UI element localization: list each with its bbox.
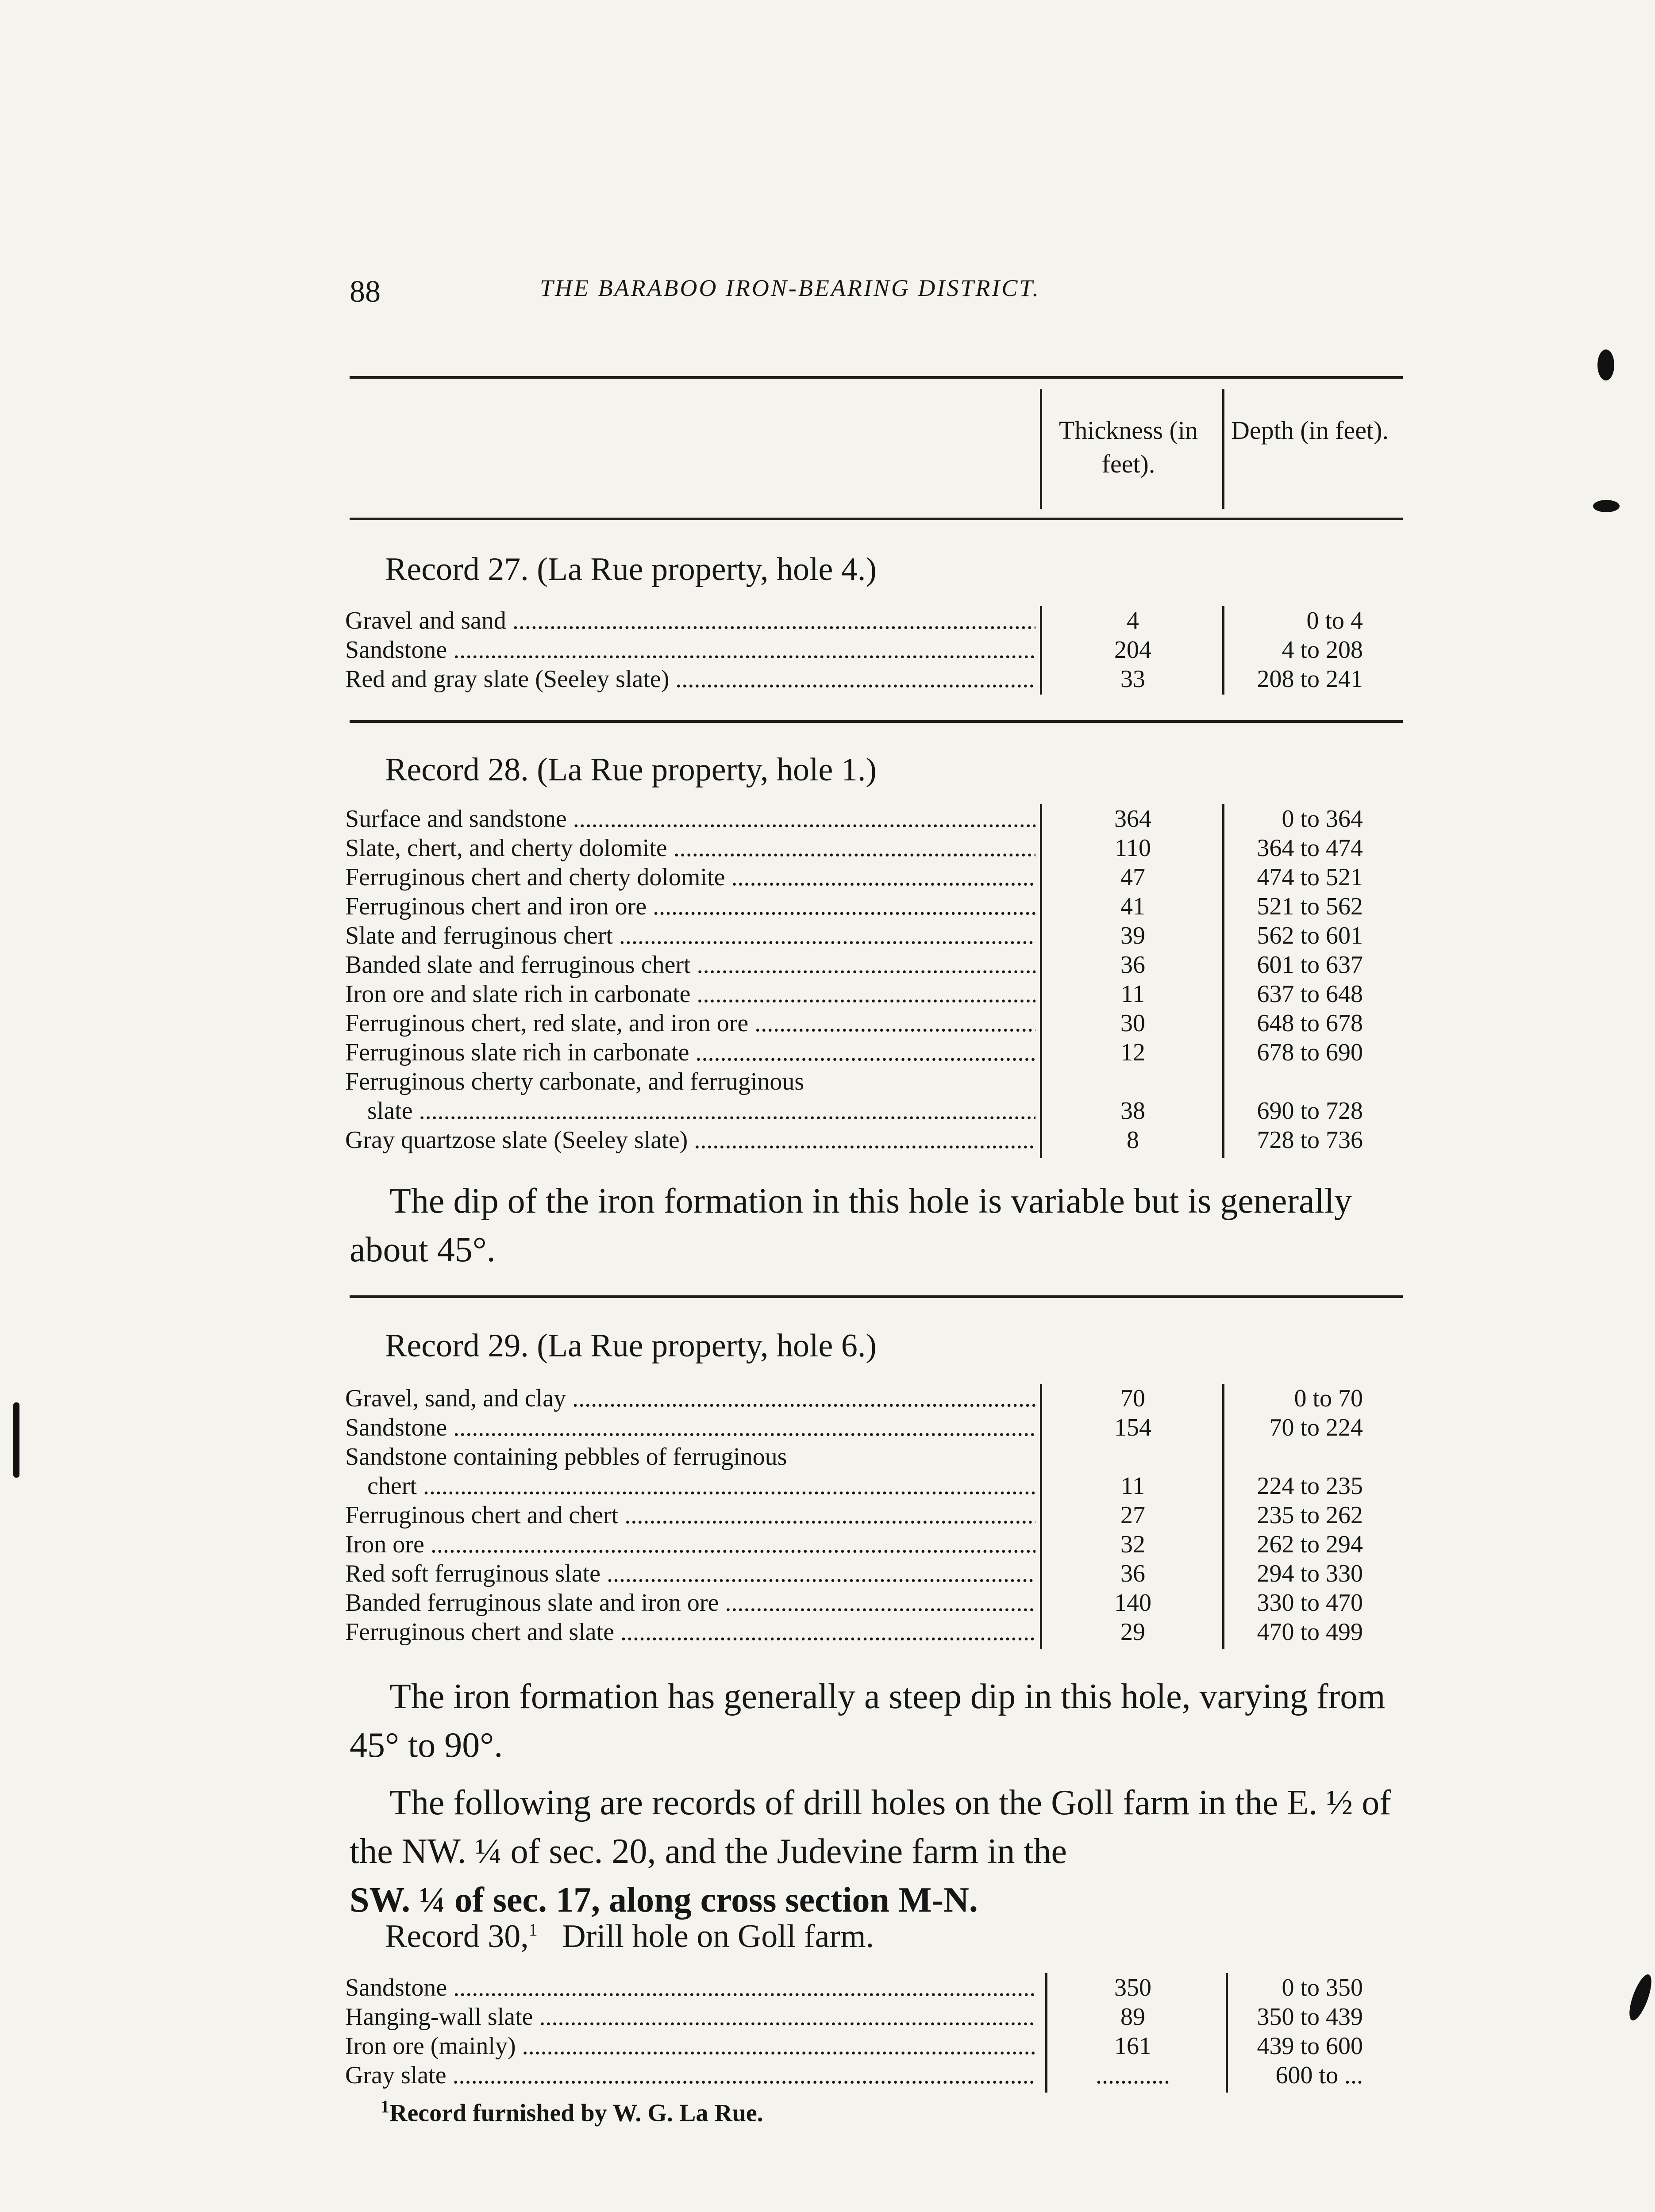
row-thickness: 41 [1120, 893, 1145, 920]
row-thickness: 364 [1114, 805, 1151, 833]
row-depth: 521 to 562 [1257, 893, 1363, 920]
row-thickness: 38 [1120, 1097, 1145, 1125]
table-row [345, 833, 1407, 863]
row-thickness: ............ [1096, 2062, 1170, 2089]
row-thickness: 161 [1114, 2032, 1151, 2060]
record-29-title: Record 29. (La Rue property, hole 6.) [385, 1328, 877, 1364]
row-description: Ferruginous chert and iron ore ..... [345, 892, 1035, 921]
scan-mark [1593, 500, 1620, 512]
table-row [345, 1442, 1407, 1471]
row-depth: 470 to 499 [1257, 1618, 1363, 1646]
row-description: Red and gray slate (Seeley slate) ..... [345, 664, 1035, 694]
row-depth: 728 to 736 [1257, 1126, 1363, 1154]
row-description: slate ..... [367, 1096, 1035, 1125]
row-depth: 0 to 364 [1282, 805, 1363, 833]
footnote-marker: 1 [528, 1920, 538, 1940]
table-row [345, 606, 1407, 635]
header-divider-right [1222, 389, 1224, 509]
table-row [345, 664, 1407, 694]
row-depth: 637 to 648 [1257, 980, 1363, 1008]
table-row [345, 1038, 1407, 1067]
table-row [345, 2061, 1407, 2090]
footnote-mark: 1 [381, 2097, 389, 2116]
row-description: Slate, chert, and cherty dolomite ..... [345, 833, 1035, 863]
row-depth: 224 to 235 [1257, 1472, 1363, 1500]
row-description: Ferruginous chert and chert ..... [345, 1501, 1035, 1530]
row-depth: 678 to 690 [1257, 1039, 1363, 1066]
row-thickness: 29 [1120, 1618, 1145, 1646]
body-text [350, 1672, 1407, 1924]
row-description: Ferruginous chert and cherty dolomite ..... [345, 863, 1035, 892]
row-thickness: 12 [1120, 1039, 1145, 1066]
row-thickness: 140 [1114, 1589, 1151, 1617]
row-depth: 562 to 601 [1257, 922, 1363, 949]
record-30-subtitle: Drill hole on Goll farm. [562, 1918, 874, 1955]
row-depth: 648 to 678 [1257, 1010, 1363, 1037]
row-thickness: 47 [1120, 864, 1145, 891]
row-thickness: 4 [1127, 607, 1139, 634]
header-bottom-rule [350, 518, 1403, 520]
table-top-rule [350, 376, 1403, 379]
table-row [345, 2032, 1407, 2061]
running-head: THE BARABOO IRON-BEARING DISTRICT. [540, 275, 1040, 301]
record-30-label: Record 30, [385, 1918, 529, 1955]
scan-mark [13, 1402, 19, 1478]
row-description: Sandstone ..... [345, 635, 1035, 664]
footnote-text: Record furnished by W. G. La Rue. [389, 2099, 763, 2127]
table-row [345, 1973, 1407, 2002]
row-thickness: 154 [1114, 1414, 1151, 1441]
scan-mark [1625, 1972, 1655, 2023]
row-thickness: 32 [1120, 1531, 1145, 1558]
row-description: Iron ore and slate rich in carbonate ..... [345, 979, 1035, 1009]
table-row [345, 2002, 1407, 2032]
page-number: 88 [350, 275, 381, 309]
row-description: chert ..... [367, 1471, 1035, 1501]
row-description: Surface and sandstone ..... [345, 804, 1035, 833]
row-depth: 0 to 350 [1282, 1974, 1363, 2001]
row-description: Red soft ferruginous slate ..... [345, 1559, 1035, 1588]
row-thickness: 350 [1114, 1974, 1151, 2001]
row-thickness: 30 [1120, 1010, 1145, 1037]
row-description: Sandstone ..... [345, 1413, 1035, 1442]
row-description: Ferruginous slate rich in carbonate ..... [345, 1038, 1035, 1067]
intro-paragraph-last-line: SW. ¼ of sec. 17, along cross section M-N. [350, 1881, 978, 1920]
record-30-title [385, 1918, 874, 1955]
row-thickness: 27 [1120, 1502, 1145, 1529]
row-description: Sandstone containing pebbles of ferruginous [345, 1443, 787, 1471]
row-thickness: 36 [1120, 951, 1145, 979]
row-description: Slate and ferruginous chert ..... [345, 921, 1035, 950]
row-thickness: 36 [1120, 1560, 1145, 1587]
table-row [345, 1384, 1407, 1413]
row-depth: 364 to 474 [1257, 834, 1363, 862]
row-depth: 600 to ... [1275, 2062, 1363, 2089]
table-row [345, 1009, 1407, 1038]
table-row [345, 921, 1407, 950]
row-description: Gravel, sand, and clay ..... [345, 1384, 1035, 1413]
row-thickness: 11 [1121, 1472, 1145, 1500]
table-row [345, 635, 1407, 664]
table-row [345, 1617, 1407, 1647]
row-depth: 70 to 224 [1269, 1414, 1363, 1441]
row-depth: 0 to 70 [1294, 1385, 1363, 1412]
record-28-note [350, 1177, 1407, 1274]
row-description: Iron ore ..... [345, 1530, 1035, 1559]
record-29-note: The iron formation has generally a steep dip in this hole, varying from 45° to 90°. [350, 1677, 1386, 1765]
note-text: The dip of the iron formation in this hole is variable but is generally about 45°. [350, 1182, 1352, 1269]
intro-paragraph: The following are records of drill holes on the Goll farm in the E. ½ of the NW. ¼ of sec. 20, and the Judevine farm in the [350, 1783, 1391, 1871]
table-row [345, 892, 1407, 921]
row-depth: 262 to 294 [1257, 1531, 1363, 1558]
table-row [345, 863, 1407, 892]
row-thickness: 39 [1120, 922, 1145, 949]
row-depth: 4 to 208 [1282, 636, 1363, 664]
table-row [345, 1471, 1407, 1501]
scan-mark [1597, 349, 1614, 380]
row-thickness: 33 [1120, 665, 1145, 693]
row-description: Banded slate and ferruginous chert ..... [345, 950, 1035, 979]
row-description: Ferruginous cherty carbonate, and ferruginous [345, 1068, 804, 1095]
table-row [345, 1125, 1407, 1155]
table-row [345, 1413, 1407, 1442]
table-row [345, 1067, 1407, 1096]
table-row [345, 950, 1407, 979]
row-depth: 294 to 330 [1257, 1560, 1363, 1587]
row-depth: 690 to 728 [1257, 1097, 1363, 1125]
row-depth: 208 to 241 [1257, 665, 1363, 693]
row-depth: 330 to 470 [1257, 1589, 1363, 1617]
table-row [345, 979, 1407, 1009]
footnote [381, 2096, 763, 2128]
table-row [345, 804, 1407, 833]
header-divider-left [1040, 389, 1042, 509]
row-thickness: 204 [1114, 636, 1151, 664]
row-depth: 350 to 439 [1257, 2003, 1363, 2031]
table-row [345, 1530, 1407, 1559]
row-description: Sandstone ..... [345, 1973, 1035, 2002]
table-row [345, 1588, 1407, 1617]
row-thickness: 89 [1120, 2003, 1145, 2031]
row-description: Banded ferruginous slate and iron ore ..... [345, 1588, 1035, 1617]
record-27-title: Record 27. (La Rue property, hole 4.) [385, 551, 877, 588]
row-depth: 601 to 637 [1257, 951, 1363, 979]
row-depth: 439 to 600 [1257, 2032, 1363, 2060]
record-28-title: Record 28. (La Rue property, hole 1.) [385, 752, 877, 788]
column-header-depth: Depth (in feet). [1231, 416, 1389, 445]
section-rule [350, 720, 1403, 723]
row-thickness: 11 [1121, 980, 1145, 1008]
row-description: Gravel and sand ..... [345, 606, 1035, 635]
row-description: Gray quartzose slate (Seeley slate) ..... [345, 1125, 1035, 1155]
row-thickness: 110 [1115, 834, 1151, 862]
row-description: Ferruginous chert, red slate, and iron ore ..... [345, 1009, 1035, 1038]
row-depth: 235 to 262 [1257, 1502, 1363, 1529]
row-depth: 0 to 4 [1306, 607, 1363, 634]
row-depth: 474 to 521 [1257, 864, 1363, 891]
table-row [345, 1501, 1407, 1530]
row-description: Gray slate ..... [345, 2061, 1035, 2090]
row-description: Hanging-wall slate ..... [345, 2002, 1035, 2032]
row-description: Iron ore (mainly) ..... [345, 2032, 1035, 2061]
row-description: Ferruginous chert and slate ..... [345, 1617, 1035, 1647]
table-row [345, 1096, 1407, 1125]
table-row [345, 1559, 1407, 1588]
row-thickness: 8 [1127, 1126, 1139, 1154]
row-thickness: 70 [1120, 1385, 1145, 1412]
column-header-thickness: Thickness (in feet). [1058, 416, 1198, 478]
section-rule [350, 1295, 1403, 1298]
